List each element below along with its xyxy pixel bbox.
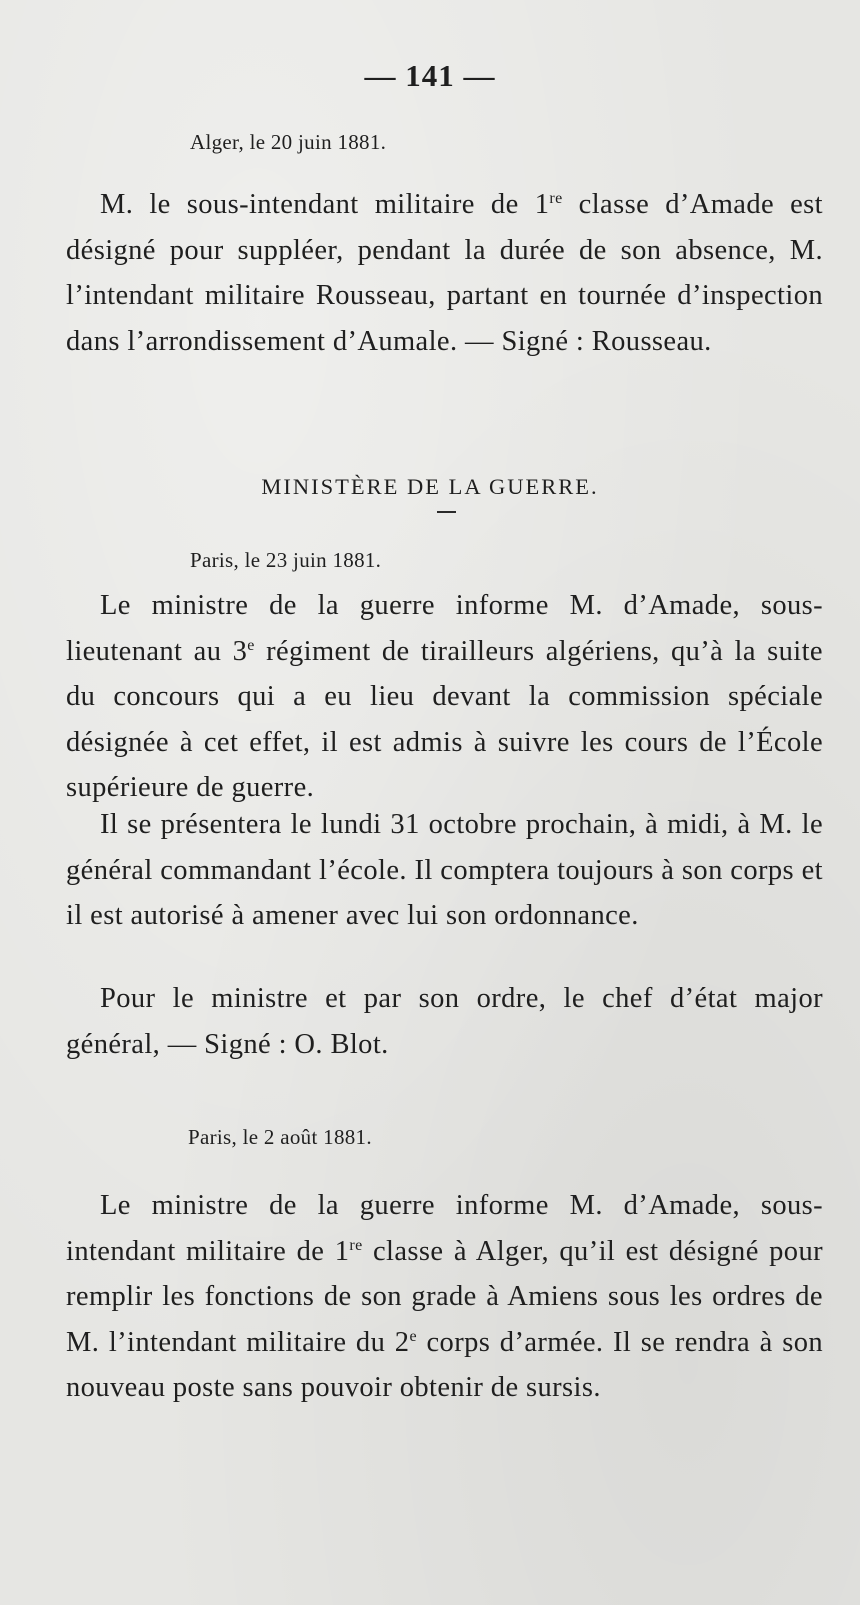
paragraph-text: classe à Alger, qu’il est désigné pour remplir les fonctions de son grade à Amiens sous les ordres de M. l’intendant militaire du 2 — [66, 1235, 823, 1358]
paragraph-text: Il se présentera le lundi 31 octobre prochain, à midi, à M. le général commandant l’école. Il comptera toujours à son corps et il est autorisé à amener avec lui son ordonnance. — [66, 809, 823, 931]
paragraph-paris-juin-1 — [66, 583, 823, 811]
paragraph-text: Le ministre de la guerre informe M. d’Amade, sous-lieutenant au 3 — [66, 590, 823, 667]
ordinal-superscript: re — [349, 1236, 363, 1254]
paragraph-text: M. le sous-intendant militaire de 1 — [100, 189, 550, 220]
section-title: MINISTÈRE DE LA GUERRE. — [261, 474, 599, 499]
ordinal-superscript: e — [247, 636, 255, 654]
ordinal-superscript: re — [549, 190, 563, 207]
paragraph-paris-juin-2 — [66, 802, 823, 939]
dateline-paris-aout: Paris, le 2 août 1881. — [188, 1125, 372, 1149]
paragraph-text: Le ministre de la guerre informe M. d’Amade, sous-intendant militaire de 1 — [66, 1190, 823, 1267]
dateline-alger: Alger, le 20 juin 1881. — [190, 130, 387, 154]
section-divider — [437, 511, 456, 513]
paragraph-alger — [66, 182, 823, 364]
ordinal-superscript: e — [409, 1327, 417, 1345]
paragraph-paris-aout — [66, 1183, 823, 1411]
paragraph-text: Pour le ministre et par son ordre, le chef d’état major général, — Signé : O. Blot. — [66, 983, 823, 1060]
paragraph-paris-juin-3 — [66, 976, 823, 1067]
page-number: — 141 — — [364, 58, 496, 93]
paragraph-text: régiment de tirailleurs algériens, qu’à la suite du concours qui a eu lieu devant la commission spéciale désignée à cet effet, il est admis à suivre les cours de l’École supérieure de guerre. — [66, 635, 823, 803]
dateline-paris-juin: Paris, le 23 juin 1881. — [190, 548, 382, 572]
paragraph-text: corps d’armée. Il se rendra à son nouveau poste sans pouvoir obtenir de sursis. — [66, 1326, 823, 1403]
paragraph-text: classe d’Amade est désigné pour suppléer, pendant la durée de son absence, M. l’intendant militaire Rousseau, partant en tournée d’inspection dans l’arrondissement d’Aumale. — Signé : Rousseau. — [66, 189, 823, 357]
